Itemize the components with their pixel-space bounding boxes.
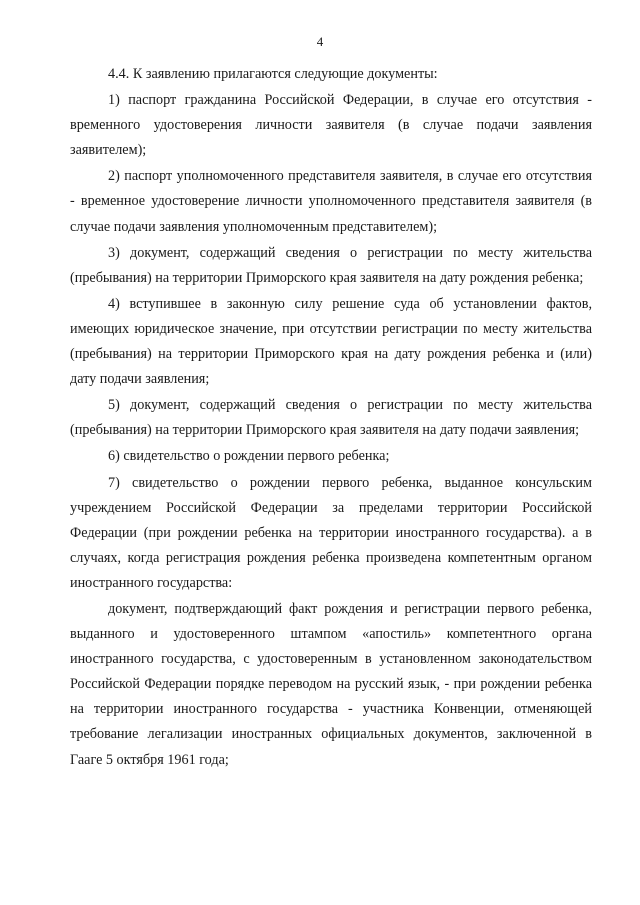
- list-item-7: 7) свидетельство о рождении первого ребенка, выданное консульским учреждением Российской Федерации за пределами территории Российской Федерации (при рождении ребенка на территории иностранного государства). а в случаях, когда регистрация рождения ребенка произведена компетентным органом иностранного государства:: [70, 474, 592, 591]
- page-number: 4: [316, 34, 324, 49]
- list-item-6: 6) свидетельство о рождении первого ребенка;: [108, 448, 390, 465]
- list-item-3: 3) документ, содержащий сведения о регистрации по месту жительства (пребывания) на территории Приморского края заявителя на дату рождения ребенка;: [70, 244, 592, 286]
- document-body: [70, 62, 592, 773]
- list-item-7-subparagraph: документ, подтверждающий факт рождения и регистрации первого ребенка, выданного и удостоверенного штампом «апостиль» компетентного органа иностранного государства, с удостоверенным в установленном законодательством Российской Федерации порядке переводом на русский язык, - при рождении ребенка на территории иностранного государства - участника Конвенции, отменяющей требование легализации иностранных официальных документов, заключенной в Гааге 5 октября 1961 года;: [70, 600, 592, 768]
- list-item-5: 5) документ, содержащий сведения о регистрации по месту жительства (пребывания) на территории Приморского края заявителя на дату подачи заявления;: [70, 397, 592, 439]
- section-heading: 4.4. К заявлению прилагаются следующие документы:: [108, 66, 438, 82]
- list-item-1: 1) паспорт гражданина Российской Федерации, в случае его отсутствия - временного удостоверения личности заявителя (в случае подачи заявления заявителем);: [70, 92, 592, 159]
- list-item-4: 4) вступившее в законную силу решение суда об установлении фактов, имеющих юридическое значение, при отсутствии регистрации по месту жительства (пребывания) на территории Приморского края на дату рождения ребенка и (или) дату подачи заявления;: [70, 295, 592, 388]
- list-item-2: 2) паспорт уполномоченного представителя заявителя, в случае его отсутствия - временное удостоверение личности уполномоченного представителя заявителя (в случае подачи заявления уполномоченным представителем);: [70, 168, 592, 235]
